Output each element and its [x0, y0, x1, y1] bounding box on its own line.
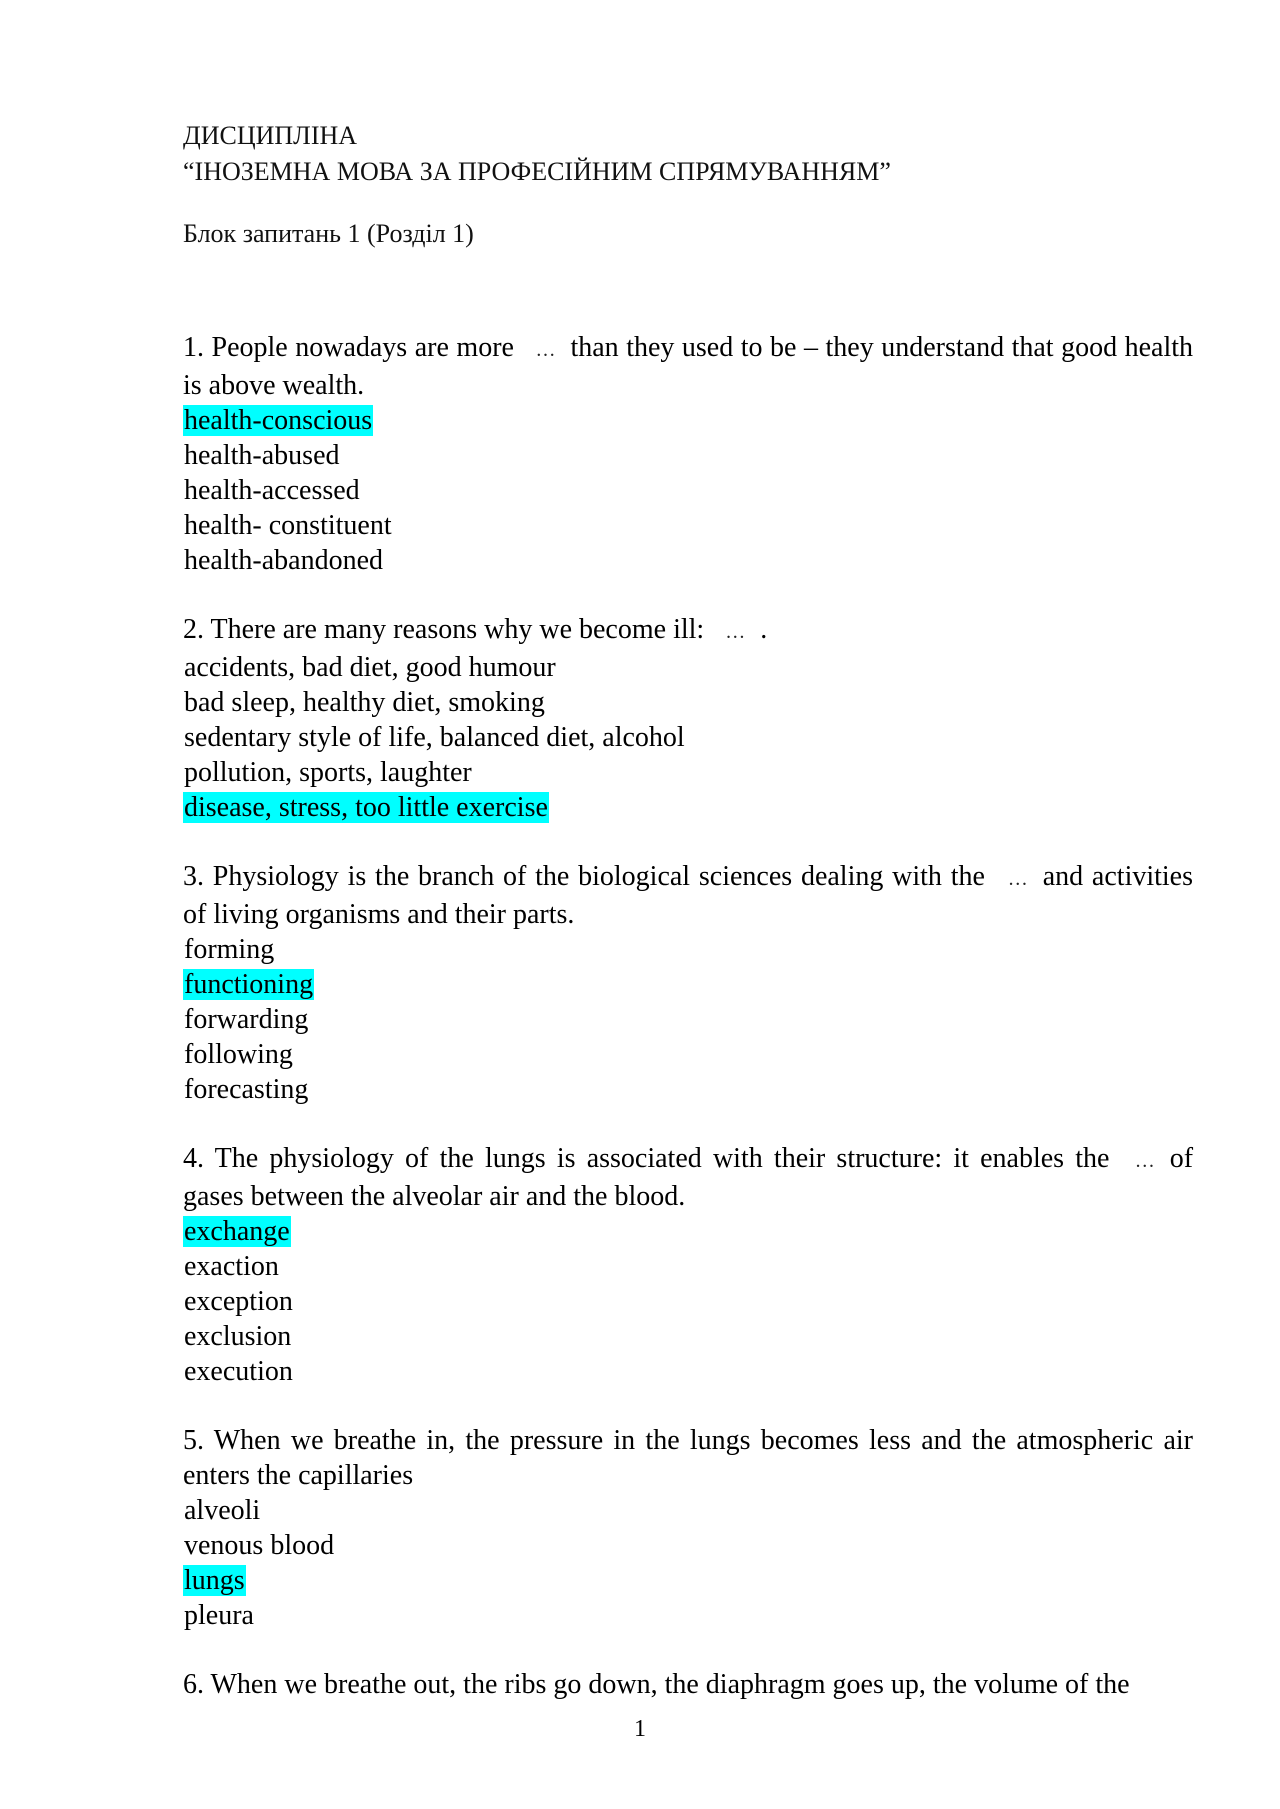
answer-option-text: health-accessed — [184, 475, 360, 506]
answer-option — [183, 1072, 1193, 1107]
answer-option-text: pollution, sports, laughter — [184, 757, 472, 788]
answer-option-text: exclusion — [184, 1321, 292, 1352]
answer-option-text: forwarding — [184, 1004, 309, 1035]
question-text-before: 4. The physiology of the lungs is associated with their structure: it enables the — [183, 1143, 1110, 1174]
page-content — [183, 118, 1193, 1736]
answer-option-text: exception — [184, 1286, 293, 1317]
answer-option — [183, 1493, 1193, 1528]
answer-option-text: disease, stress, too little exercise — [184, 792, 548, 823]
question-2 — [183, 612, 1193, 825]
question-4 — [183, 1141, 1193, 1389]
answer-option — [183, 755, 1193, 790]
answer-option — [183, 543, 1193, 578]
question-text-after: than they used to be – they understand that good health is above wealth. — [183, 332, 1194, 401]
question-text-after: and activities of living organisms and their parts. — [183, 861, 1194, 930]
question-text — [183, 1141, 1193, 1214]
answer-option-text: venous blood — [184, 1530, 335, 1561]
answer-option-correct — [183, 1563, 1193, 1598]
answer-option-text: execution — [184, 1356, 293, 1387]
blank-placeholder: … — [1134, 1150, 1156, 1172]
answer-option — [183, 685, 1193, 720]
answer-option-text: pleura — [184, 1600, 254, 1631]
document-header — [183, 118, 1193, 190]
question-3 — [183, 859, 1193, 1107]
answer-option-text: exaction — [184, 1251, 279, 1282]
blank-placeholder: … — [1007, 868, 1029, 890]
question-text-after: . — [760, 614, 768, 645]
answer-option-correct — [183, 1214, 1193, 1249]
question-text-before: 5. When we breathe in, the pressure in the lungs becomes less and the atmospheric air enters the — [183, 1425, 1193, 1491]
answer-option-text: forming — [184, 934, 275, 965]
answer-option — [183, 650, 1193, 685]
answer-option — [183, 1598, 1193, 1633]
answer-option — [183, 508, 1193, 543]
answer-option-text: bad sleep, healthy diet, smoking — [184, 687, 545, 718]
answer-option-text: accidents, bad diet, good humour — [184, 652, 556, 683]
question-text — [183, 330, 1193, 403]
answer-option — [183, 1002, 1193, 1037]
question-text-after: capillaries — [298, 1460, 414, 1491]
answer-option — [183, 932, 1193, 967]
blank-placeholder: … — [725, 621, 747, 643]
answer-option-text: functioning — [184, 969, 314, 1000]
answer-option-text: forecasting — [184, 1074, 309, 1105]
answer-option — [183, 1354, 1193, 1389]
question-text-before: 2. There are many reasons why we become ill: — [183, 614, 705, 645]
discipline-label: ДИСЦИПЛІНА — [183, 121, 358, 150]
question-list — [183, 330, 1193, 1702]
question-text-before: 1. People nowadays are more — [183, 332, 514, 363]
answer-option-text: health- constituent — [184, 510, 392, 541]
question-text — [183, 612, 1193, 650]
answer-option-text: sedentary style of life, balanced diet, alcohol — [184, 722, 685, 753]
answer-option — [183, 1037, 1193, 1072]
answer-option — [183, 1319, 1193, 1354]
question-text-before: 6. When we breathe out, the ribs go down, the diaphragm goes up, the volume of the — [183, 1669, 1130, 1700]
question-1 — [183, 330, 1193, 578]
answer-option-text: health-conscious — [184, 405, 373, 436]
answer-option — [183, 1249, 1193, 1284]
question-text-before: 3. Physiology is the branch of the biological sciences dealing with the — [183, 861, 985, 892]
question-text — [183, 859, 1193, 932]
question-5 — [183, 1423, 1193, 1633]
block-title: Блок запитань 1 (Розділ 1) — [183, 219, 474, 248]
discipline-title: “ІНОЗЕМНА МОВА ЗА ПРОФЕСІЙНИМ СПРЯМУВАННЯМ” — [183, 157, 891, 186]
answer-option-text: health-abused — [184, 440, 340, 471]
answer-option-correct — [183, 790, 1193, 825]
answer-option — [183, 720, 1193, 755]
answer-option-correct — [183, 967, 1193, 1002]
answer-option — [183, 473, 1193, 508]
answer-option-text: following — [184, 1039, 293, 1070]
answer-option-text: health-abandoned — [184, 545, 384, 576]
page-number: 1 — [634, 1716, 646, 1742]
answer-option-text: lungs — [184, 1565, 245, 1596]
answer-option — [183, 1528, 1193, 1563]
answer-option — [183, 438, 1193, 473]
question-text-after: of gases between the alveolar air and the blood. — [183, 1143, 1194, 1212]
answer-option-text: exchange — [184, 1216, 290, 1247]
question-text — [183, 1667, 1193, 1702]
question-6 — [183, 1667, 1193, 1702]
answer-option-text: alveoli — [184, 1495, 261, 1526]
blank-placeholder: … — [535, 339, 557, 361]
answer-option — [183, 1284, 1193, 1319]
answer-option-correct — [183, 403, 1193, 438]
question-text — [183, 1423, 1193, 1493]
